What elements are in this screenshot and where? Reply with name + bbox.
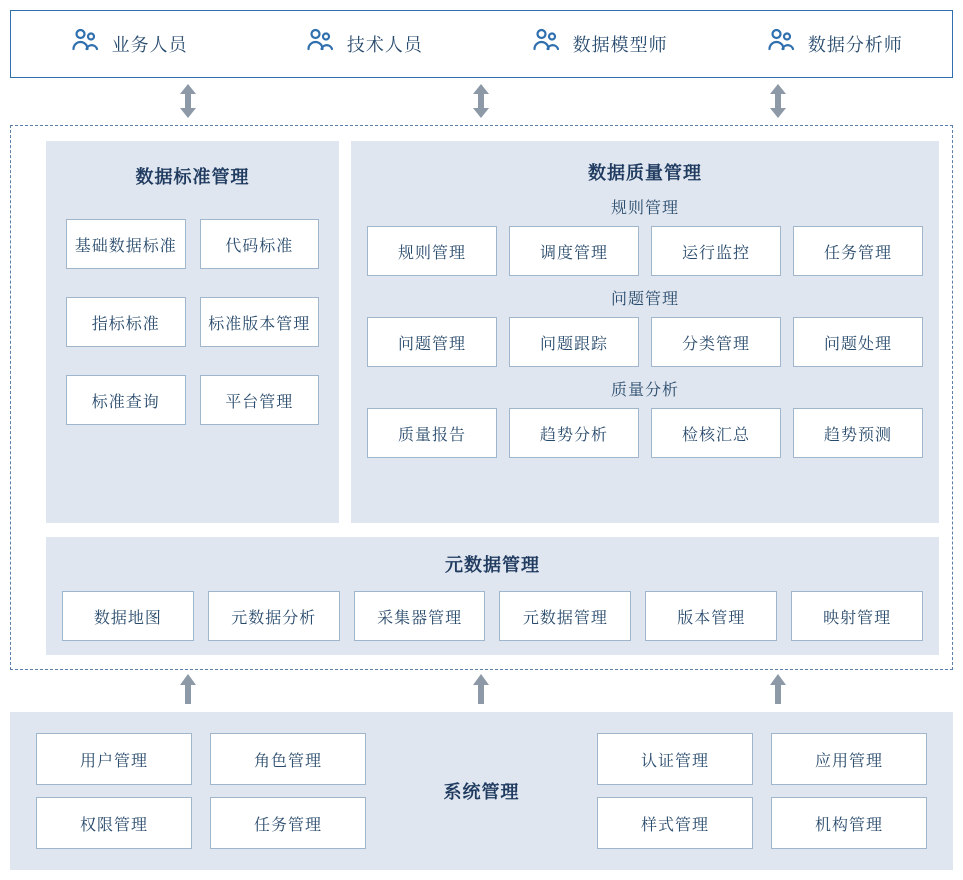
quality-group-title: 问题管理	[610, 291, 679, 308]
quality-item[interactable]: 趋势分析	[509, 408, 639, 458]
quality-group-analysis	[367, 377, 923, 458]
system-left-group	[36, 733, 366, 849]
data-quality-panel	[351, 141, 939, 523]
double-arrow-icon	[765, 82, 791, 120]
role-label: 数据模型师	[572, 35, 668, 55]
data-governance-container	[10, 125, 953, 670]
system-right-group	[597, 733, 927, 849]
quality-item[interactable]: 任务管理	[793, 226, 923, 276]
role-item[interactable]	[717, 27, 952, 62]
metadata-title: 元数据管理	[445, 555, 540, 575]
up-arrow-icon	[470, 673, 492, 699]
quality-item[interactable]: 问题管理	[367, 317, 497, 367]
metadata-item[interactable]: 数据地图	[62, 591, 194, 641]
standards-item[interactable]: 标准查询	[66, 375, 186, 425]
quality-item[interactable]: 分类管理	[651, 317, 781, 367]
system-item[interactable]: 认证管理	[597, 733, 753, 785]
role-label: 技术人员	[346, 35, 423, 55]
quality-item[interactable]: 问题处理	[793, 317, 923, 367]
role-item[interactable]	[482, 27, 717, 62]
standards-item[interactable]: 代码标准	[200, 219, 320, 269]
system-item[interactable]: 任务管理	[210, 797, 366, 849]
people-icon	[305, 27, 335, 62]
system-item[interactable]: 用户管理	[36, 733, 192, 785]
quality-item[interactable]: 运行监控	[651, 226, 781, 276]
role-item[interactable]	[11, 27, 246, 62]
people-icon	[766, 27, 796, 62]
system-item[interactable]: 样式管理	[597, 797, 753, 849]
people-icon	[531, 27, 561, 62]
data-quality-title: 数据质量管理	[588, 163, 702, 183]
role-label: 数据分析师	[807, 35, 903, 55]
up-arrow-icon	[177, 673, 199, 699]
quality-item[interactable]: 问题跟踪	[509, 317, 639, 367]
quality-item[interactable]: 趋势预测	[793, 408, 923, 458]
metadata-item[interactable]: 映射管理	[791, 591, 923, 641]
system-item[interactable]: 机构管理	[771, 797, 927, 849]
quality-group-rules	[367, 195, 923, 276]
data-standards-title: 数据标准管理	[135, 167, 250, 187]
quality-item[interactable]: 调度管理	[509, 226, 639, 276]
system-item[interactable]: 角色管理	[210, 733, 366, 785]
roles-bar	[10, 10, 953, 78]
metadata-panel	[46, 537, 939, 655]
data-standards-panel	[46, 141, 339, 523]
quality-group-issues	[367, 286, 923, 367]
double-arrow-icon	[468, 82, 494, 120]
standards-item[interactable]: 标准版本管理	[200, 297, 320, 347]
metadata-item[interactable]: 元数据分析	[208, 591, 340, 641]
double-arrow-icon	[175, 82, 201, 120]
metadata-item[interactable]: 元数据管理	[499, 591, 631, 641]
role-label: 业务人员	[111, 35, 188, 55]
metadata-item[interactable]: 版本管理	[645, 591, 777, 641]
role-item[interactable]	[246, 27, 481, 62]
standards-item[interactable]: 平台管理	[200, 375, 320, 425]
system-management-title: 系统管理	[443, 782, 520, 802]
people-icon	[70, 27, 100, 62]
quality-item[interactable]: 质量报告	[367, 408, 497, 458]
quality-item[interactable]: 检核汇总	[651, 408, 781, 458]
quality-item[interactable]: 规则管理	[367, 226, 497, 276]
standards-item[interactable]: 基础数据标准	[66, 219, 186, 269]
up-arrow-icon	[767, 673, 789, 699]
system-item[interactable]: 权限管理	[36, 797, 192, 849]
standards-item[interactable]: 指标标准	[66, 297, 186, 347]
metadata-item[interactable]: 采集器管理	[354, 591, 486, 641]
quality-group-title: 规则管理	[610, 200, 679, 217]
quality-group-title: 质量分析	[610, 382, 679, 399]
system-management-panel	[10, 712, 953, 870]
system-item[interactable]: 应用管理	[771, 733, 927, 785]
